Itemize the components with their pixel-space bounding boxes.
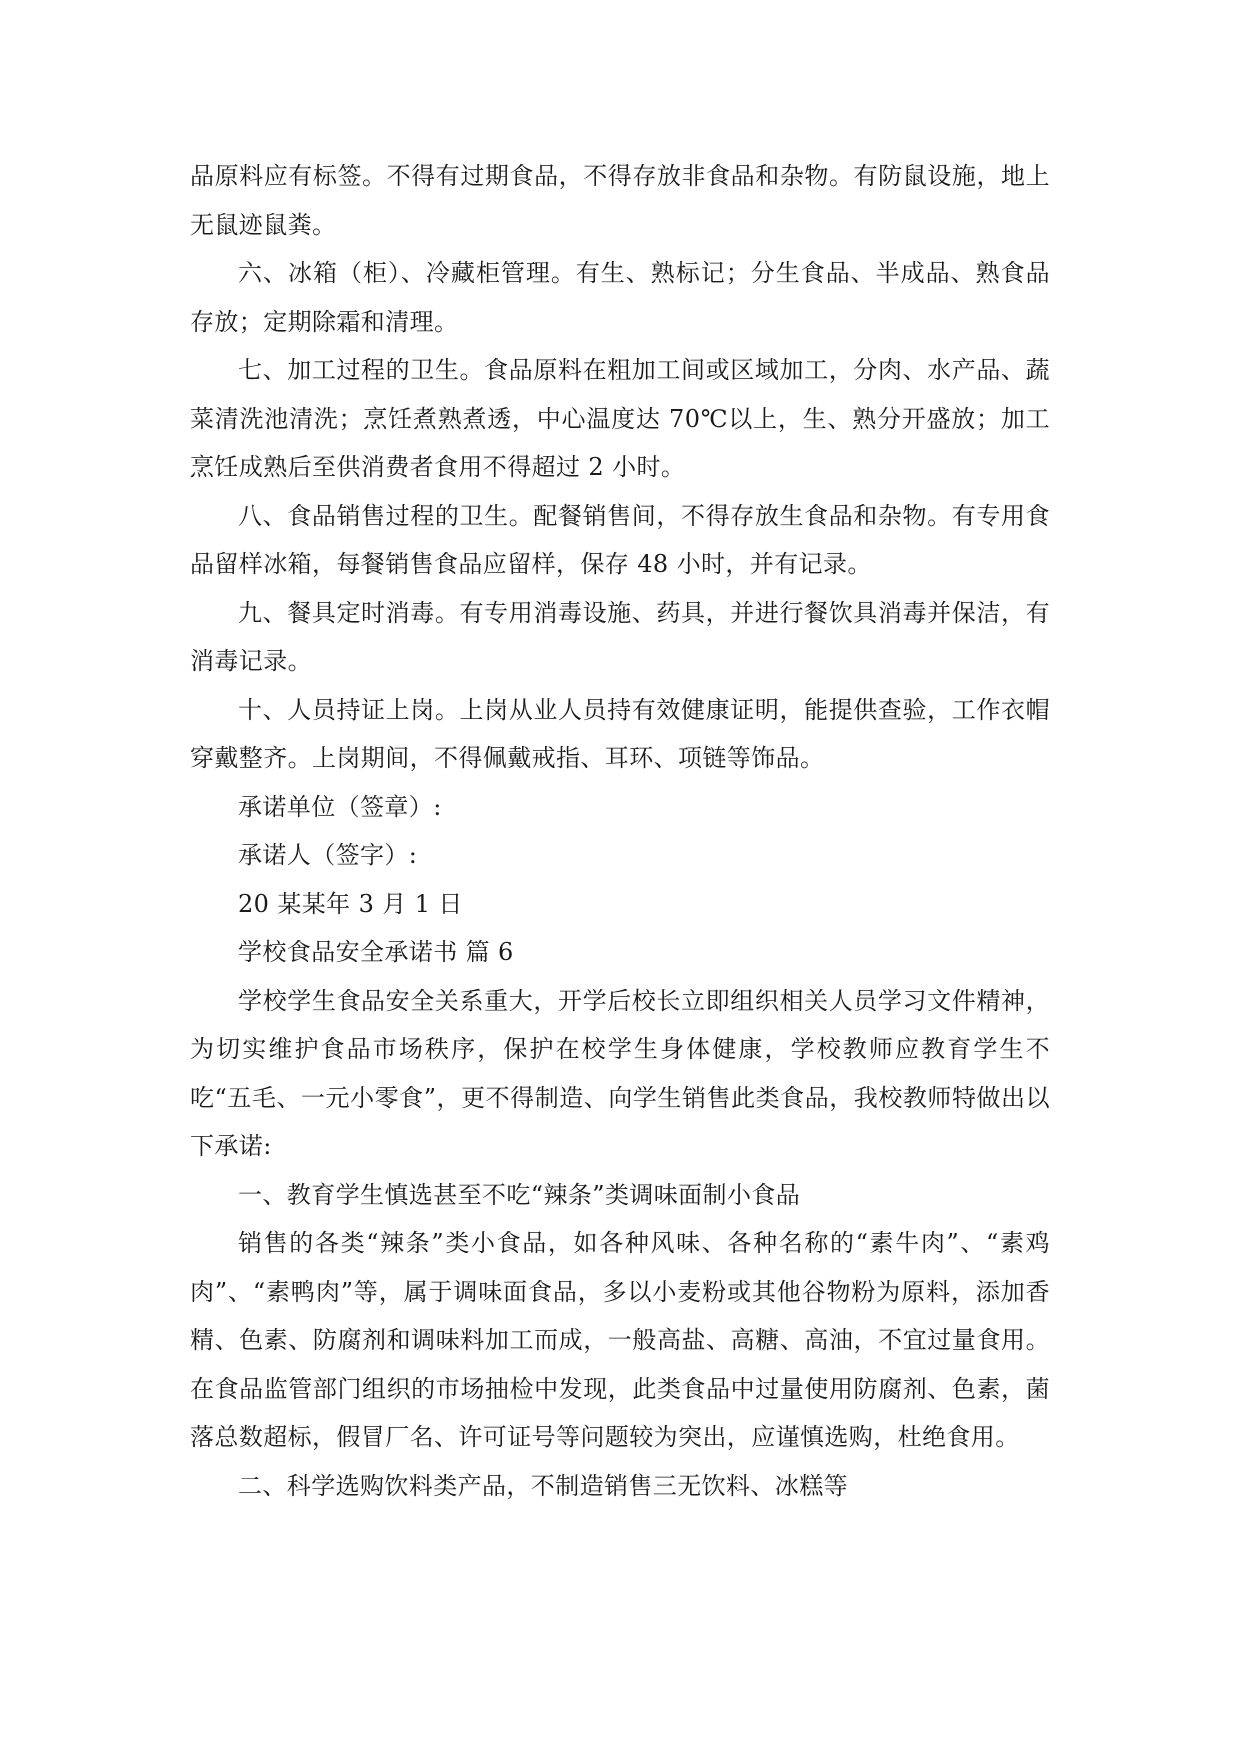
section-title: 学校食品安全承诺书 篇 6: [238, 938, 514, 966]
paragraph-point-1-detail: 销售的各类“辣条”类小食品，如各种风味、各种名称的“素牛肉”、“素鸡肉”、“素鸭肉”等，属于调味面食品，多以小麦粉或其他谷物粉为原料，添加香精、色素、防腐剂和调味料加工而成，一般高盐、高糖、高油，不宜过量食用。在食品监管部门组织的市场抽检中发现，此类食品中过量使用防腐剂、色素，菌落总数超标，假冒厂名、许可证号等问题较为突出，应谨慎选购，杜绝食用。: [190, 1229, 1050, 1451]
paragraph-storage-continued: 品原料应有标签。不得有过期食品，不得存放非食品和杂物。有防鼠设施，地上无鼠迹鼠粪。: [190, 162, 1050, 239]
paragraph-item-9-disinfection: 九、餐具定时消毒。有专用消毒设施、药具，并进行餐饮具消毒并保洁，有消毒记录。: [190, 598, 1050, 675]
paragraph-intro: 学校学生食品安全关系重大，开学后校长立即组织相关人员学习文件精神，为切实维护食品市场秩序，保护在校学生身体健康，学校教师应教育学生不吃“五毛、一元小零食”，更不得制造、向学生销售此类食品，我校教师特做出以下承诺:: [190, 986, 1050, 1160]
paragraph-item-10-staff: 十、人员持证上岗。上岗从业人员持有效健康证明，能提供查验，工作衣帽穿戴整齐。上岗期间，不得佩戴戒指、耳环、项链等饰品。: [190, 695, 1050, 772]
signature-unit-line: 承诺单位（签章）:: [238, 792, 442, 821]
paragraph-item-7-processing: 七、加工过程的卫生。食品原料在粗加工间或区域加工，分肉、水产品、蔬菜清洗池清洗；烹饪煮熟煮透，中心温度达 70℃以上，生、熟分开盛放；加工烹饪成熟后至供消费者食用不得超过 2 小时。: [190, 356, 1050, 481]
paragraph-point-1-heading: 一、教育学生慎选甚至不吃“辣条”类调味面制小食品: [238, 1180, 801, 1209]
signature-person-line: 承诺人（签字）:: [238, 841, 418, 869]
paragraph-item-8-sales: 八、食品销售过程的卫生。配餐销售间，不得存放生食品和杂物。有专用食品留样冰箱，每餐销售食品应留样，保存 48 小时，并有记录。: [190, 501, 1050, 578]
paragraph-point-2-heading: 二、科学选购饮料类产品，不制造销售三无饮料、冰糕等: [238, 1471, 848, 1500]
paragraph-item-6-fridge: 六、冰箱（柜）、冷藏柜管理。有生、熟标记；分生食品、半成品、熟食品存放；定期除霜和清理。: [190, 259, 1050, 336]
date-line: 20 某某年 3 月 1 日: [238, 889, 463, 918]
document-body: [190, 152, 1050, 1510]
